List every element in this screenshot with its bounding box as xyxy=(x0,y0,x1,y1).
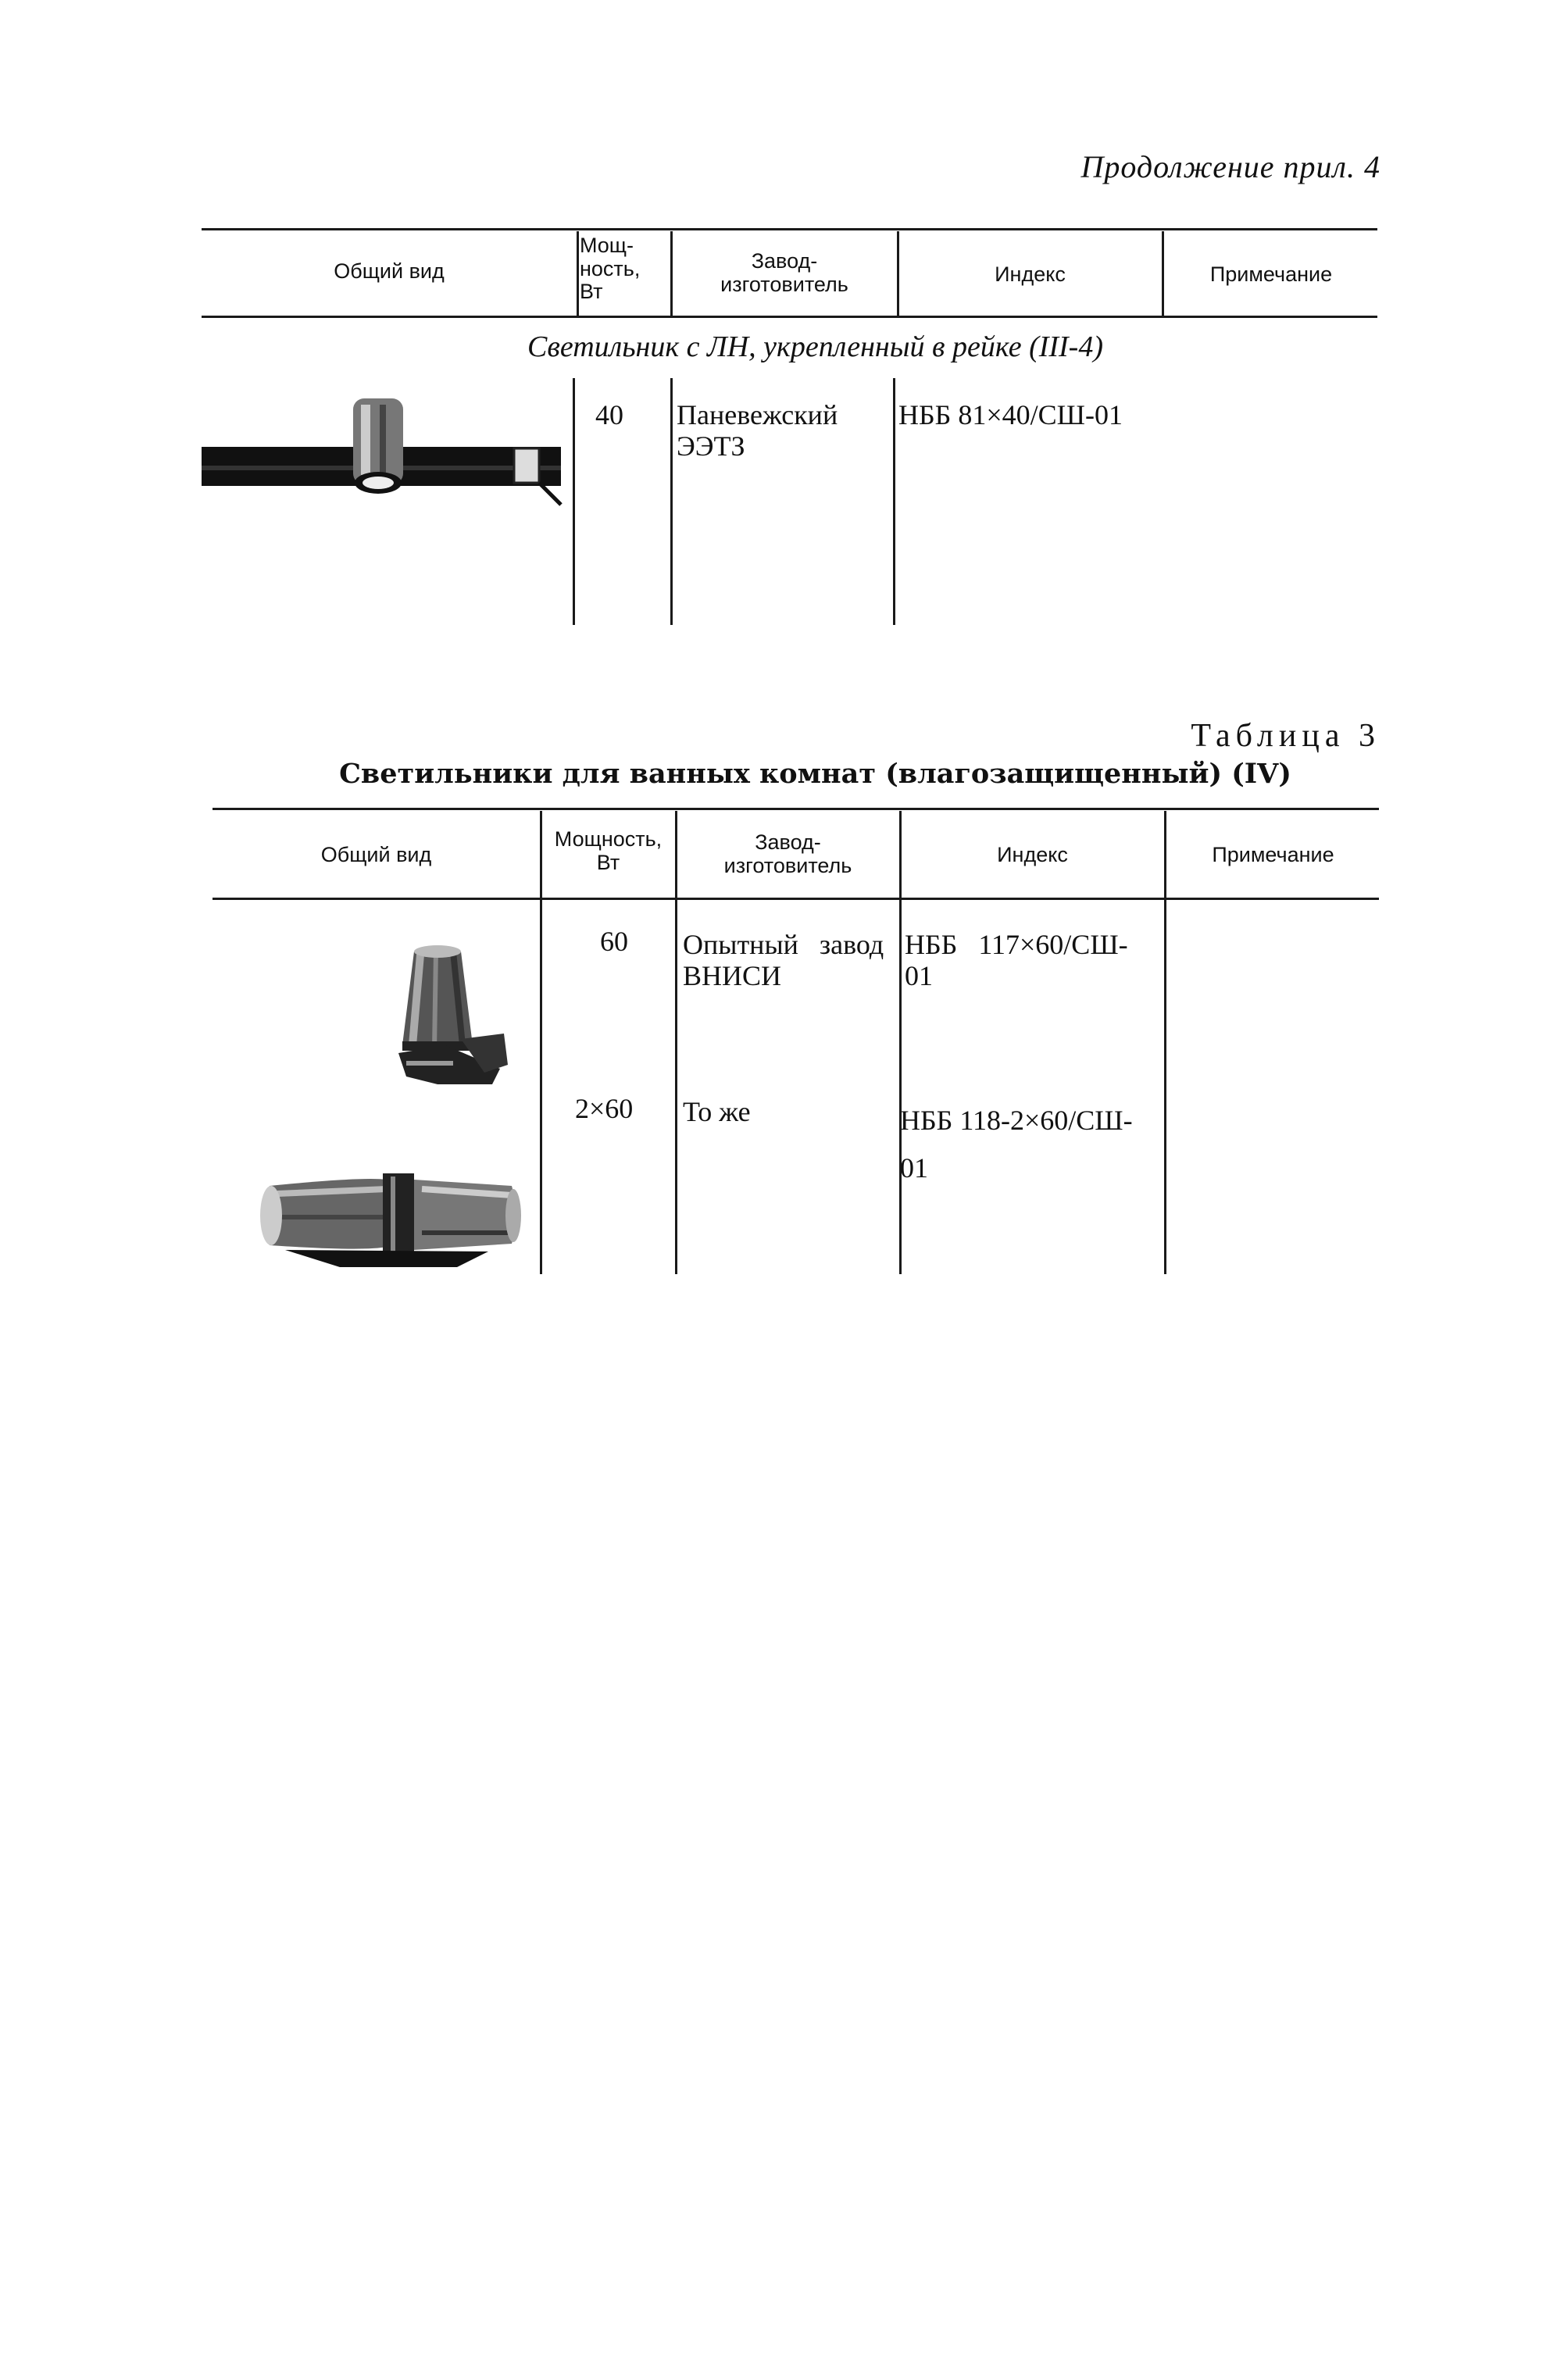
table-1-subtitle: Светильник с ЛН, укрепленный в рейке (III-4) xyxy=(527,330,1103,363)
rail-lamp-image xyxy=(202,387,569,512)
maker-value: Опытный завод ВНИСИ xyxy=(683,929,884,991)
header-view: Общий вид xyxy=(334,259,445,283)
header-note: Примечание xyxy=(1212,843,1334,866)
table-top-rule xyxy=(202,228,1377,230)
table-3-title: Светильники для ванных комнат (влагозащищенный) (IV) xyxy=(339,758,1291,790)
table-3-label: Таблица 3 xyxy=(1191,718,1380,754)
index-value: НББ 117×60/СШ- 01 xyxy=(905,929,1128,991)
power-value: 40 xyxy=(595,399,623,430)
header-view: Общий вид xyxy=(320,843,432,866)
horizontal-bath-lamp-image xyxy=(254,1162,535,1272)
index-value: НББ 81×40/СШ-01 xyxy=(898,399,1123,430)
power-value: 2×60 xyxy=(575,1093,634,1124)
header-bottom-rule xyxy=(202,316,1377,318)
maker-value: То же xyxy=(683,1096,751,1127)
continuation-label: Продолжение прил. 4 xyxy=(1080,149,1380,184)
header-power: Мощ- ность, Вт xyxy=(580,234,641,304)
power-value: 60 xyxy=(600,926,628,957)
wall-bath-lamp-image xyxy=(391,936,523,1092)
header-index: Индекс xyxy=(997,843,1068,866)
index-value: НББ 118-2×60/СШ- 01 xyxy=(900,1105,1133,1184)
header-maker: Завод- изготовитель xyxy=(723,830,852,877)
header-note: Примечание xyxy=(1209,262,1333,286)
header-maker: Завод- изготовитель xyxy=(720,249,848,296)
maker-value: Паневежский ЭЭТЗ xyxy=(677,399,838,462)
header-power: Мощность, Вт xyxy=(554,827,663,874)
table-top-rule xyxy=(213,808,1379,810)
header-index: Индекс xyxy=(995,262,1066,286)
header-bottom-rule xyxy=(213,898,1379,900)
